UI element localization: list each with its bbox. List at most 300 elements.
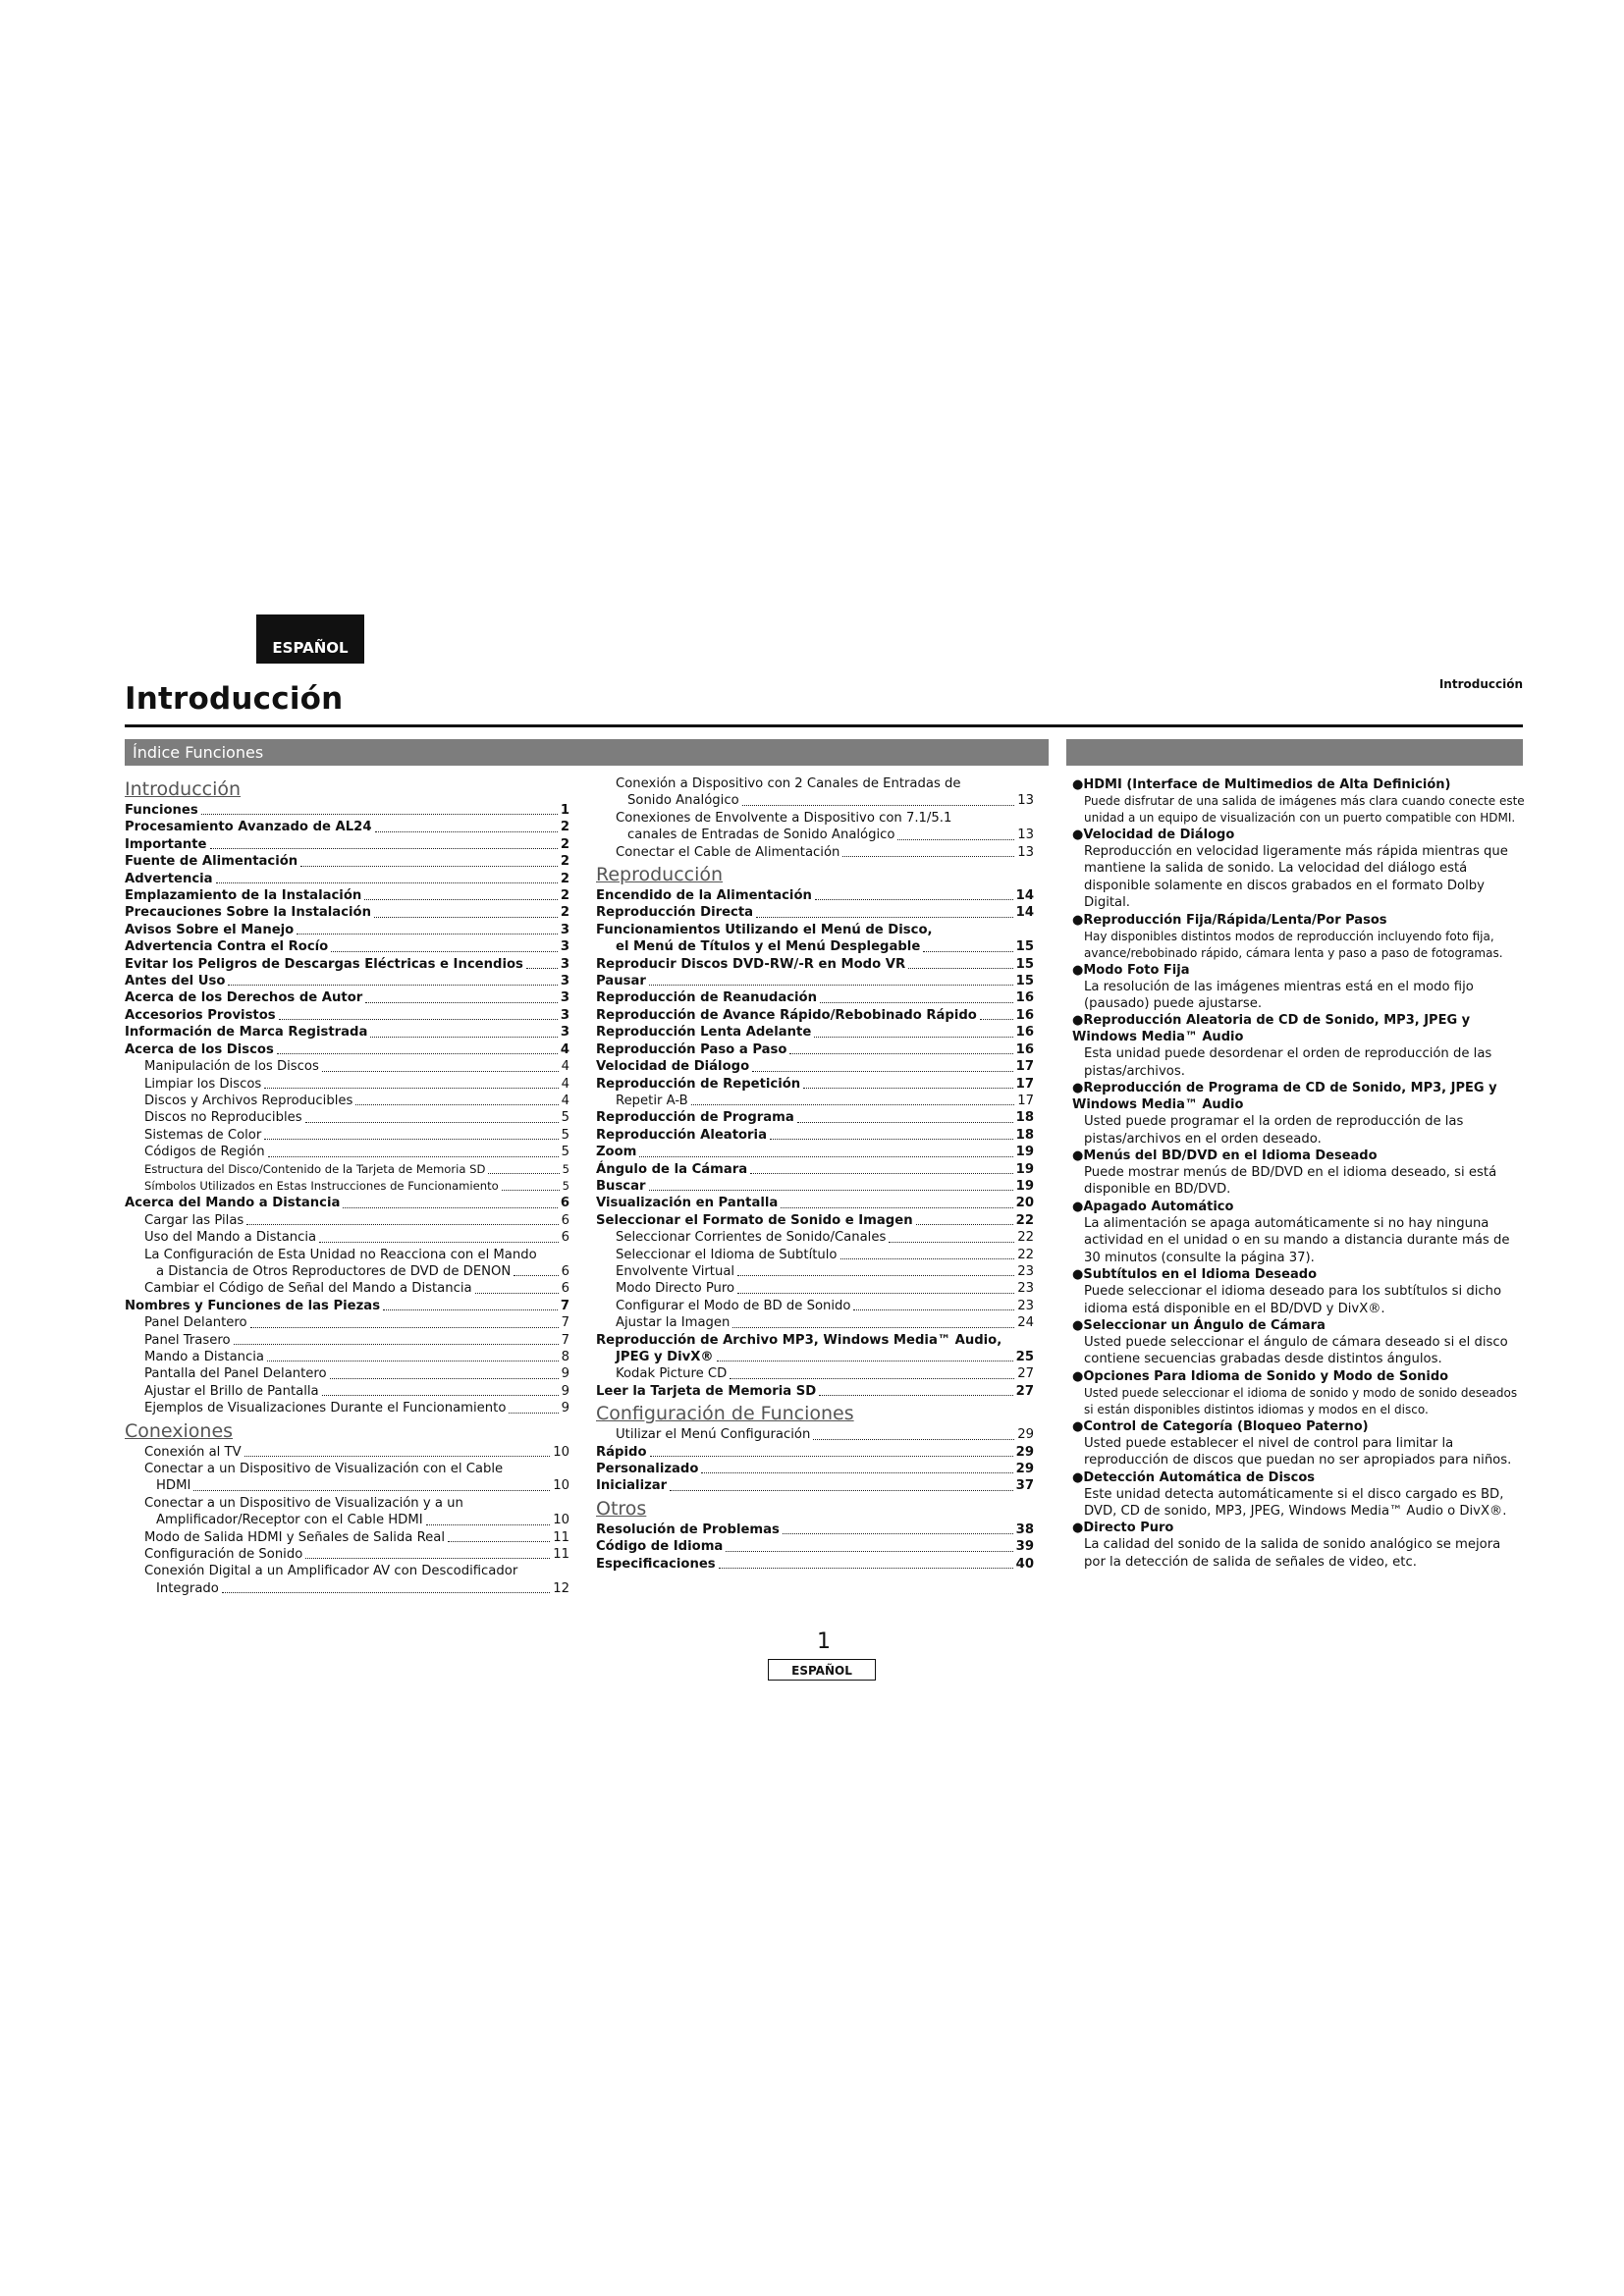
- toc-column-1: [125, 775, 569, 1597]
- feature-heading: ●Apagado Automático: [1072, 1199, 1234, 1214]
- toc-entry-label: Especificaciones: [596, 1556, 716, 1572]
- toc-entry-label: Reproducción de Avance Rápido/Rebobinado Rápido: [596, 1007, 977, 1023]
- toc-entry[interactable]: [596, 1212, 1034, 1229]
- dot-leader: [330, 1378, 559, 1379]
- dot-leader: [228, 985, 557, 986]
- feature-description: Puede mostrar menús de BD/DVD en el idioma deseado, si está disponible en BD/DVD.: [1084, 1165, 1497, 1198]
- toc-entry-label: Configurar el Modo de BD de Sonido: [616, 1298, 851, 1313]
- toc-entry[interactable]: [596, 1298, 1034, 1314]
- feature-item: [1072, 776, 1526, 827]
- toc-entry-label: Funciones: [125, 803, 198, 818]
- toc-entry[interactable]: [125, 973, 569, 989]
- dot-leader: [813, 1439, 1014, 1440]
- toc-entry-page: 3: [560, 939, 569, 955]
- toc-entry-label: Modo de Salida HDMI y Señales de Salida Real: [144, 1529, 445, 1545]
- toc-entry-page: 14: [1015, 888, 1034, 904]
- dot-leader: [509, 1413, 558, 1414]
- page-number: 1: [817, 1629, 831, 1654]
- running-head: Introducción: [1438, 677, 1523, 691]
- feature-item: [1072, 1148, 1526, 1199]
- toc-entry-line: Conexión a Dispositivo con 2 Canales de Entradas de: [616, 776, 961, 791]
- toc-entry[interactable]: [125, 1314, 569, 1331]
- toc-entry-page: 12: [553, 1580, 569, 1596]
- toc-entry-line: Conectar a un Dispositivo de Visualización y a un: [144, 1495, 463, 1511]
- toc-entry-label: Símbolos Utilizados en Estas Instrucciones de Funcionamiento: [144, 1178, 499, 1193]
- toc-entry-label: Emplazamiento de la Instalación: [125, 888, 362, 904]
- toc-entry-page: 20: [1015, 1196, 1034, 1211]
- toc-entry[interactable]: [596, 1280, 1034, 1297]
- toc-entry[interactable]: [125, 1109, 569, 1126]
- toc-entry-label: Reproducir Discos DVD-RW/-R en Modo VR: [596, 956, 906, 972]
- toc-entry[interactable]: [596, 1314, 1034, 1331]
- toc-entry-page: 7: [561, 1332, 569, 1348]
- toc-entry-label: Reproducción Lenta Adelante: [596, 1025, 812, 1041]
- toc-entry-label: Advertencia Contra el Rocío: [125, 939, 329, 955]
- toc-entry-label: Nombres y Funciones de las Piezas: [125, 1298, 381, 1313]
- dot-leader: [305, 1122, 559, 1123]
- dot-leader: [717, 1361, 1013, 1362]
- toc-entry[interactable]: [125, 1512, 569, 1528]
- feature-heading: ●Reproducción Aleatoria de CD de Sonido, MP3, JPEG y Windows Media™ Audio: [1072, 1013, 1471, 1045]
- dot-leader: [726, 1551, 1012, 1552]
- toc-entry-label: Antes del Uso: [125, 974, 226, 989]
- feature-item: [1072, 1080, 1526, 1148]
- toc-entry-label: Discos no Reproducibles: [144, 1110, 302, 1126]
- toc-entry[interactable]: [125, 853, 569, 870]
- dot-leader: [193, 1490, 550, 1491]
- toc-entry-label: Advertencia: [125, 871, 213, 886]
- dot-leader: [842, 856, 1014, 857]
- toc-entry[interactable]: [125, 1365, 569, 1382]
- toc-entry-page: 10: [553, 1513, 569, 1528]
- toc-entry-page: 6: [561, 1230, 569, 1246]
- toc-entry-label: Reproducción Aleatoria: [596, 1127, 767, 1143]
- toc-entry-label: Fuente de Alimentación: [125, 854, 298, 870]
- dot-leader: [803, 1088, 1012, 1089]
- dot-leader: [216, 882, 558, 883]
- toc-entry-label: Zoom: [596, 1145, 637, 1160]
- toc-entry-label: Ángulo de la Cámara: [596, 1161, 748, 1177]
- toc-entry-page: 16: [1015, 1007, 1034, 1023]
- toc-entry-label: Evitar los Peligros de Descargas Eléctricas e Incendios: [125, 956, 523, 972]
- toc-entry[interactable]: [125, 1383, 569, 1400]
- toc-entry-page: 29: [1015, 1462, 1034, 1477]
- toc-entry-label: Cambiar el Código de Señal del Mando a Distancia: [144, 1281, 472, 1297]
- toc-entry[interactable]: [125, 887, 569, 904]
- toc-entry[interactable]: [596, 1229, 1034, 1246]
- toc-entry[interactable]: [125, 904, 569, 921]
- toc-entry[interactable]: [596, 792, 1034, 809]
- toc-entry-label: Repetir A-B: [616, 1093, 688, 1108]
- dot-leader: [234, 1344, 559, 1345]
- toc-entry[interactable]: [596, 904, 1034, 921]
- toc-entry-label: Conectar el Cable de Alimentación: [616, 844, 840, 860]
- toc-entry[interactable]: [125, 1041, 569, 1058]
- dot-leader: [897, 839, 1014, 840]
- section-bar-features: [1066, 739, 1523, 766]
- toc-section-heading: Introducción: [125, 778, 242, 800]
- toc-entry[interactable]: [596, 1024, 1034, 1041]
- dot-leader: [383, 1309, 558, 1310]
- toc-entry[interactable]: [125, 1144, 569, 1160]
- toc-entry-page: 16: [1015, 1025, 1034, 1041]
- feature-description: Usted puede seleccionar el ángulo de cámara deseado si el disco contiene secuencias grabadas desde distintos ángulos.: [1084, 1334, 1508, 1367]
- toc-entry-page: 2: [560, 836, 569, 852]
- toc-entry-page: 14: [1015, 905, 1034, 921]
- toc-entry[interactable]: [125, 1444, 569, 1461]
- toc-entry-page: 22: [1017, 1247, 1034, 1262]
- dot-leader: [355, 1104, 558, 1105]
- toc-entry[interactable]: [596, 1461, 1034, 1477]
- toc-entry-label: Inicializar: [596, 1478, 668, 1494]
- toc-section-heading: Configuración de Funciones: [596, 1403, 854, 1425]
- feature-heading: ●Menús del BD/DVD en el Idioma Deseado: [1072, 1148, 1378, 1164]
- toc-entry-page: 22: [1015, 1212, 1034, 1228]
- toc-entry[interactable]: [596, 1178, 1034, 1195]
- dot-leader: [267, 1361, 559, 1362]
- toc-entry[interactable]: [125, 1178, 569, 1195]
- toc-entry-line: Conexiones de Envolvente a Dispositivo con 7.1/5.1: [616, 810, 952, 826]
- feature-heading: ●Control de Categoría (Bloqueo Paterno): [1072, 1418, 1369, 1434]
- toc-entry[interactable]: [596, 1041, 1034, 1058]
- toc-entry-label: Reproducción de Reanudación: [596, 990, 817, 1006]
- language-tab: ESPAÑOL: [256, 614, 364, 664]
- dot-leader: [343, 1207, 557, 1208]
- toc-entry-page: 39: [1015, 1539, 1034, 1555]
- toc-entry[interactable]: [125, 989, 569, 1006]
- toc-entry[interactable]: [125, 1127, 569, 1144]
- feature-item: [1072, 962, 1526, 1013]
- toc-entry-page: 7: [561, 1315, 569, 1331]
- toc-entry-page: 23: [1017, 1281, 1034, 1297]
- feature-item: [1072, 1266, 1526, 1317]
- dot-leader: [448, 1541, 550, 1542]
- toc-entry[interactable]: [596, 1058, 1034, 1075]
- feature-description: Este unidad detecta automáticamente si el disco cargado es BD, DVD, CD de sonido, MP3, JPEG, Windows Media™ Audio o DivX®.: [1084, 1486, 1507, 1519]
- toc-entry[interactable]: [125, 1093, 569, 1109]
- toc-entry-page: 9: [561, 1383, 569, 1399]
- toc-entry-page: 18: [1015, 1127, 1034, 1143]
- toc-entry-label: Acerca del Mando a Distancia: [125, 1196, 341, 1211]
- toc-entry-label: Ajustar el Brillo de Pantalla: [144, 1383, 319, 1399]
- toc-entry[interactable]: [596, 1349, 1034, 1365]
- toc-entry-label: canales de Entradas de Sonido Analógico: [627, 828, 895, 843]
- toc-entry-page: 3: [560, 990, 569, 1006]
- toc-entry-page: 1: [560, 803, 569, 818]
- toc-entry-label: Acerca de los Discos: [125, 1041, 274, 1057]
- toc-entry-page: 17: [1015, 1059, 1034, 1075]
- dot-leader: [820, 1002, 1013, 1003]
- toc-entry-page: 5: [561, 1127, 569, 1143]
- toc-entry[interactable]: [125, 1076, 569, 1093]
- feature-item: [1072, 1520, 1526, 1571]
- feature-description: Usted puede programar el la orden de reproducción de las pistas/archivos en el orden deseado.: [1084, 1114, 1464, 1147]
- dot-leader: [300, 866, 558, 867]
- toc-entry-page: 6: [561, 1263, 569, 1279]
- toc-entry[interactable]: [125, 1546, 569, 1563]
- toc-entry[interactable]: [596, 1007, 1034, 1024]
- toc-entry-page: 22: [1017, 1230, 1034, 1246]
- toc-entry[interactable]: [125, 802, 569, 819]
- toc-entry[interactable]: [125, 1400, 569, 1416]
- toc-entry-label: Sonido Analógico: [627, 793, 739, 809]
- toc-entry[interactable]: [125, 1298, 569, 1314]
- toc-entry[interactable]: [596, 938, 1034, 955]
- toc-entry-label: JPEG y DivX®: [616, 1350, 714, 1364]
- toc-entry[interactable]: [125, 1280, 569, 1297]
- toc-entry-label: Visualización en Pantalla: [596, 1196, 779, 1211]
- toc-entry[interactable]: [596, 989, 1034, 1006]
- toc-entry-page: 9: [561, 1401, 569, 1416]
- dot-leader: [649, 985, 1013, 986]
- toc-entry-label: Información de Marca Registrada: [125, 1025, 368, 1041]
- dot-leader: [730, 1378, 1014, 1379]
- toc-entry-page: 11: [553, 1547, 569, 1563]
- dot-leader: [370, 1037, 557, 1038]
- toc-entry[interactable]: [125, 922, 569, 938]
- toc-entry-label: Pantalla del Panel Delantero: [144, 1366, 327, 1382]
- dot-leader: [789, 1053, 1012, 1054]
- toc-entry[interactable]: [596, 973, 1034, 989]
- toc-entry[interactable]: [596, 1144, 1034, 1160]
- toc-entry-label: Acerca de los Derechos de Autor: [125, 990, 363, 1006]
- toc-entry-label: Kodak Picture CD: [616, 1366, 728, 1382]
- dot-leader: [781, 1207, 1012, 1208]
- toc-entry-page: 4: [561, 1076, 569, 1092]
- toc-entry-page: 3: [560, 1025, 569, 1041]
- toc-column-2: [596, 775, 1034, 1573]
- toc-entry-label: Pausar: [596, 974, 646, 989]
- toc-entry-page: 2: [560, 820, 569, 835]
- toc-entry-page: 2: [560, 854, 569, 870]
- dot-leader: [246, 1224, 558, 1225]
- toc-entry[interactable]: [596, 1365, 1034, 1382]
- toc-entry-label: Envolvente Virtual: [616, 1263, 735, 1279]
- toc-entry-page: 6: [560, 1196, 569, 1211]
- dot-leader: [742, 805, 1015, 806]
- toc-entry-label: Reproducción de Programa: [596, 1110, 794, 1126]
- toc-entry[interactable]: [596, 956, 1034, 973]
- dot-leader: [853, 1309, 1014, 1310]
- toc-entry-page: 23: [1017, 1298, 1034, 1313]
- dot-leader: [502, 1190, 560, 1191]
- dot-leader: [889, 1242, 1014, 1243]
- toc-entry-page: 2: [560, 871, 569, 886]
- page-title: Introducción: [125, 681, 344, 717]
- toc-entry[interactable]: [125, 1332, 569, 1349]
- dot-leader: [701, 1472, 1012, 1473]
- dot-leader: [364, 899, 558, 900]
- dot-leader: [488, 1173, 559, 1174]
- toc-entry-label: Código de Idioma: [596, 1539, 724, 1555]
- toc-entry[interactable]: [125, 836, 569, 853]
- toc-entry[interactable]: [596, 1127, 1034, 1144]
- toc-entry[interactable]: [125, 1580, 569, 1597]
- feature-item: [1072, 1418, 1526, 1469]
- toc-entry-line: Conexión Digital a un Amplificador AV con Descodificador: [144, 1564, 518, 1579]
- toc-entry[interactable]: [596, 1383, 1034, 1400]
- toc-entry[interactable]: [125, 1263, 569, 1280]
- dot-leader: [322, 1071, 559, 1072]
- toc-entry[interactable]: [596, 1444, 1034, 1461]
- toc-entry[interactable]: [125, 1477, 569, 1494]
- toc-entry-page: 4: [560, 1041, 569, 1057]
- dot-leader: [923, 951, 1012, 952]
- toc-entry-page: 25: [1015, 1350, 1034, 1364]
- dot-leader: [752, 1071, 1013, 1072]
- toc-entry-label: Conexión al TV: [144, 1444, 242, 1460]
- dot-leader: [374, 917, 558, 918]
- toc-entry-page: 15: [1015, 974, 1034, 989]
- toc-entry[interactable]: [596, 1556, 1034, 1573]
- toc-entry-page: 3: [560, 974, 569, 989]
- feature-heading: ●HDMI (Interface de Multimedios de Alta Definición): [1072, 777, 1451, 792]
- dot-leader: [750, 1173, 1012, 1174]
- feature-heading: ●Directo Puro: [1072, 1521, 1174, 1536]
- toc-entry-label: Importante: [125, 836, 207, 852]
- toc-entry-page: 17: [1017, 1093, 1034, 1108]
- dot-leader: [639, 1156, 1012, 1157]
- dot-leader: [279, 1019, 558, 1020]
- dot-leader: [783, 1533, 1013, 1534]
- feature-heading: ●Seleccionar un Ángulo de Cámara: [1072, 1317, 1326, 1333]
- toc-entry[interactable]: [596, 844, 1034, 861]
- toc-entry-label: Integrado: [156, 1580, 219, 1596]
- toc-entry-label: Precauciones Sobre la Instalación: [125, 905, 371, 921]
- toc-entry-label: Leer la Tarjeta de Memoria SD: [596, 1383, 817, 1399]
- toc-entry[interactable]: [596, 1109, 1034, 1126]
- toc-entry[interactable]: [125, 1161, 569, 1178]
- feature-item: [1072, 1012, 1526, 1080]
- toc-entry[interactable]: [596, 1263, 1034, 1280]
- toc-entry[interactable]: [125, 1349, 569, 1365]
- features-column: [1072, 776, 1526, 1571]
- toc-entry[interactable]: [596, 887, 1034, 904]
- toc-entry-label: Estructura del Disco/Contenido de la Tarjeta de Memoria SD: [144, 1161, 486, 1176]
- dot-leader: [770, 1139, 1013, 1140]
- toc-entry[interactable]: [125, 819, 569, 835]
- feature-heading: ●Subtítulos en el Idioma Deseado: [1072, 1267, 1317, 1283]
- toc-entry-label: Códigos de Región: [144, 1145, 265, 1160]
- feature-item: [1072, 1317, 1526, 1368]
- toc-entry[interactable]: [596, 1093, 1034, 1109]
- dot-leader: [814, 1037, 1012, 1038]
- feature-heading: ●Velocidad de Diálogo: [1072, 828, 1235, 842]
- toc-entry-page: 23: [1017, 1263, 1034, 1279]
- toc-entry-label: Manipulación de los Discos: [144, 1059, 319, 1075]
- toc-entry-label: Rápido: [596, 1444, 647, 1460]
- feature-description: La calidad del sonido de la salida de sonido analógico se mejora por la detección de salida de señales de video, etc.: [1084, 1537, 1501, 1570]
- toc-entry[interactable]: [596, 1477, 1034, 1494]
- dot-leader: [514, 1275, 558, 1276]
- feature-description: Reproducción en velocidad ligeramente más rápida mientras que mantiene la salida de sonido. La velocidad del diálogo está disponible solamente en discos grabados en el formato Dolby Digital.: [1084, 844, 1508, 911]
- toc-entry-page: 27: [1015, 1383, 1034, 1399]
- feature-description: Usted puede seleccionar el idioma de sonido y modo de sonido deseados si están disponibles distintos idiomas y modos en el disco.: [1084, 1385, 1518, 1416]
- toc-entry-line: Conectar a un Dispositivo de Visualización con el Cable: [144, 1462, 504, 1477]
- toc-entry-label: Encendido de la Alimentación: [596, 888, 812, 904]
- toc-entry-page: 27: [1017, 1366, 1034, 1382]
- toc-entry[interactable]: [125, 1229, 569, 1246]
- toc-entry-label: Sistemas de Color: [144, 1127, 262, 1143]
- toc-entry[interactable]: [125, 1007, 569, 1024]
- toc-section-heading: Conexiones: [125, 1419, 234, 1442]
- dot-leader: [319, 1242, 558, 1243]
- feature-description: Hay disponibles distintos modos de reproducción incluyendo foto fija, avance/rebobinado rápido, cámara lenta y paso a paso de fotogramas.: [1084, 929, 1503, 960]
- toc-entry-page: 15: [1015, 956, 1034, 972]
- toc-entry-label: Panel Delantero: [144, 1315, 247, 1331]
- toc-entry-label: Seleccionar Corrientes de Sonido/Canales: [616, 1230, 887, 1246]
- toc-entry-label: Velocidad de Diálogo: [596, 1059, 750, 1075]
- toc-entry-label: Modo Directo Puro: [616, 1281, 735, 1297]
- toc-entry-page: 3: [560, 956, 569, 972]
- toc-entry-page: 16: [1015, 1041, 1034, 1057]
- toc-entry-label: Resolución de Problemas: [596, 1522, 780, 1537]
- toc-entry[interactable]: [125, 1024, 569, 1041]
- dot-leader: [908, 968, 1013, 969]
- toc-entry-page: 19: [1015, 1145, 1034, 1160]
- dot-leader: [305, 1558, 550, 1559]
- feature-heading: ●Detección Automática de Discos: [1072, 1469, 1316, 1485]
- toc-entry-page: 5: [562, 1178, 569, 1193]
- dot-leader: [797, 1122, 1013, 1123]
- toc-entry[interactable]: [596, 1522, 1034, 1538]
- toc-entry[interactable]: [125, 1529, 569, 1546]
- toc-entry[interactable]: [596, 1538, 1034, 1555]
- feature-heading: ●Modo Foto Fija: [1072, 962, 1190, 978]
- toc-entry-page: 13: [1017, 828, 1034, 843]
- toc-entry[interactable]: [596, 1161, 1034, 1178]
- feature-item: [1072, 1469, 1526, 1521]
- toc-entry-label: Procesamiento Avanzado de AL24: [125, 820, 372, 835]
- dot-leader: [650, 1456, 1013, 1457]
- dot-leader: [980, 1019, 1013, 1020]
- dot-leader: [322, 1395, 559, 1396]
- toc-entry-page: 3: [560, 922, 569, 937]
- toc-entry-label: Reproducción de Repetición: [596, 1076, 801, 1092]
- toc-entry-page: 29: [1017, 1427, 1034, 1443]
- dot-leader: [819, 1395, 1012, 1396]
- toc-entry-line: Reproducción de Archivo MP3, Windows Media™ Audio,: [596, 1332, 1002, 1348]
- toc-entry[interactable]: [596, 1076, 1034, 1093]
- toc-entry[interactable]: [596, 827, 1034, 843]
- dot-leader: [426, 1524, 551, 1525]
- feature-description: La alimentación se apaga automáticamente si no hay ninguna actividad en el unidad o en su mando a distancia durante más de 30 minutos (consulte la página 37).: [1084, 1215, 1510, 1265]
- toc-entry-label: Seleccionar el Idioma de Subtítulo: [616, 1247, 838, 1262]
- feature-description: Esta unidad puede desordenar el orden de reproducción de las pistas/archivos.: [1084, 1046, 1492, 1079]
- toc-entry-page: 7: [560, 1298, 569, 1313]
- toc-section-heading: Otros: [596, 1497, 647, 1520]
- feature-item: [1072, 827, 1526, 912]
- toc-entry[interactable]: [125, 1195, 569, 1211]
- feature-description: La resolución de las imágenes mientras está en el modo fijo (pausado) puede ajustarse.: [1084, 979, 1474, 1012]
- dot-leader: [244, 1456, 551, 1457]
- toc-entry[interactable]: [125, 1058, 569, 1075]
- toc-entry[interactable]: [125, 938, 569, 955]
- toc-entry-page: 2: [560, 905, 569, 921]
- toc-entry[interactable]: [125, 956, 569, 973]
- dot-leader: [277, 1053, 558, 1054]
- toc-entry[interactable]: [596, 1195, 1034, 1211]
- toc-entry[interactable]: [596, 1247, 1034, 1263]
- toc-entry-label: Accesorios Provistos: [125, 1007, 276, 1023]
- toc-entry[interactable]: [125, 871, 569, 887]
- toc-entry[interactable]: [125, 1212, 569, 1229]
- toc-entry-page: 40: [1015, 1556, 1034, 1572]
- toc-entry-label: Limpiar los Discos: [144, 1076, 262, 1092]
- toc-entry-page: 16: [1015, 990, 1034, 1006]
- toc-entry-page: 13: [1017, 844, 1034, 860]
- toc-entry[interactable]: [596, 1426, 1034, 1443]
